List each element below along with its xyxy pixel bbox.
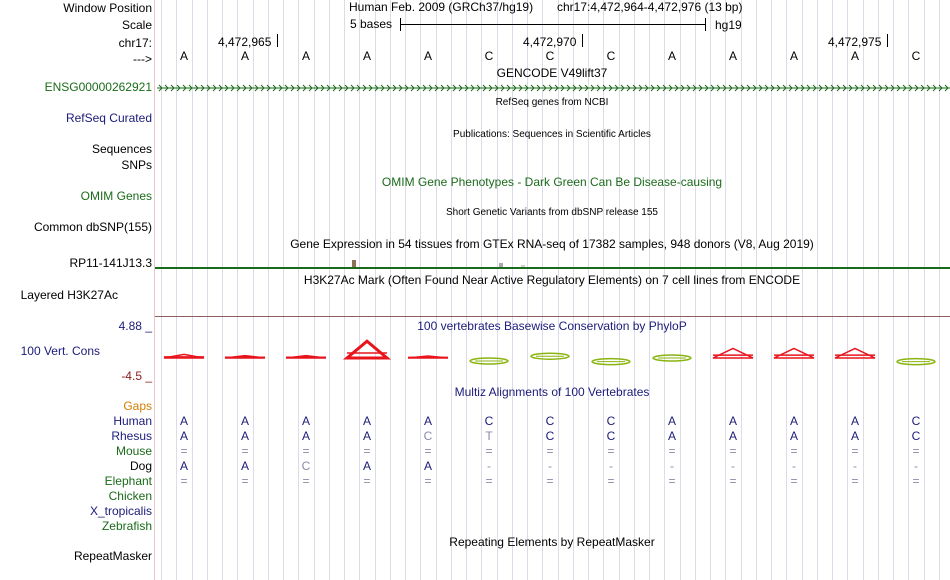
omim-track-title: OMIM Gene Phenotypes - Dark Green Can Be Disease-causing	[381, 175, 723, 189]
gtex-bar[interactable]	[352, 260, 356, 267]
alignment-base: A	[240, 459, 250, 473]
base-letter: A	[667, 49, 677, 63]
alignment-base: =	[424, 474, 432, 488]
multiz-track-title: Multiz Alignments of 100 Vertebrates	[454, 385, 650, 399]
alignment-base: =	[912, 474, 920, 488]
base-letter: A	[362, 49, 372, 63]
alignment-base: A	[667, 429, 677, 443]
gaps-label: Gaps	[123, 399, 152, 413]
coord-label: 4,472,975	[828, 35, 882, 49]
refseq-track-title: RefSeq genes from NCBI	[495, 97, 609, 108]
snps-track-label[interactable]: SNPs	[121, 158, 152, 172]
alignment-base: =	[790, 444, 798, 458]
coord-tick	[887, 34, 888, 47]
alignment-base: -	[487, 459, 491, 473]
alignment-base: A	[179, 414, 189, 428]
alignment-base: A	[362, 429, 372, 443]
phylop-track-title: 100 vertebrates Basewise Conservation by PhyloP	[417, 319, 687, 333]
alignment-base: =	[607, 444, 615, 458]
alignment-base: C	[545, 429, 555, 443]
track-image[interactable]	[155, 0, 950, 580]
alignment-base: A	[667, 414, 677, 428]
alignment-base: =	[851, 474, 859, 488]
refseq-track-label[interactable]: RefSeq Curated	[65, 111, 152, 125]
conservation-plot[interactable]	[155, 330, 950, 380]
alignment-base: -	[853, 459, 857, 473]
alignment-base: -	[609, 459, 613, 473]
scale-bar-left-tick	[400, 18, 401, 31]
alignment-base: =	[302, 474, 310, 488]
alignment-base: A	[728, 414, 738, 428]
position-readout: chr17:4,472,964-4,472,976 (13 bp)	[557, 0, 743, 14]
alignment-base: =	[302, 444, 310, 458]
alignment-base: -	[548, 459, 552, 473]
gene-model[interactable]	[155, 80, 950, 96]
alignment-base: =	[363, 474, 371, 488]
scale-label: Scale	[121, 18, 152, 32]
rp11-track-line[interactable]	[155, 267, 950, 269]
scale-bar-label: 5 bases	[350, 17, 393, 31]
alignment-base: =	[729, 444, 737, 458]
alignment-base: =	[241, 444, 249, 458]
alignment-base: A	[301, 414, 311, 428]
alignment-base: C	[911, 429, 921, 443]
base-letter: C	[545, 49, 555, 63]
conservation-glyph[interactable]	[531, 353, 569, 359]
alignment-base: -	[670, 459, 674, 473]
base-letter: A	[240, 49, 250, 63]
alignment-base: A	[423, 414, 433, 428]
alignment-base: C	[301, 459, 311, 473]
alignment-base: =	[790, 474, 798, 488]
rp11-track-label[interactable]: RP11-141J13.3	[69, 256, 152, 270]
species-label[interactable]: Human	[113, 414, 152, 428]
repeatmasker-track-label[interactable]: RepeatMasker	[73, 549, 152, 563]
omim-track-label[interactable]: OMIM Genes	[80, 189, 152, 203]
conservation-glyph[interactable]	[713, 348, 753, 358]
base-letter: A	[423, 49, 433, 63]
coord-tick	[582, 34, 583, 47]
h3k27ac-track-label[interactable]: Layered H3K27Ac	[20, 288, 118, 302]
conservation-glyph[interactable]	[653, 355, 691, 361]
base-letter: C	[484, 49, 494, 63]
window-position-label: Window Position	[63, 1, 152, 15]
alignment-base: A	[850, 414, 860, 428]
species-label[interactable]: Dog	[129, 459, 152, 473]
alignment-base: A	[423, 459, 433, 473]
conservation-glyph[interactable]	[286, 356, 326, 358]
coord-label: 4,472,970	[523, 35, 577, 49]
conservation-glyph[interactable]	[774, 348, 814, 358]
gtex-track-title: Gene Expression in 54 tissues from GTEx RNA-seq of 17382 samples, 948 donors (V8, Aug 2019)	[290, 237, 814, 251]
base-letter: A	[789, 49, 799, 63]
gencode-track-title: GENCODE V49lift37	[496, 66, 608, 80]
h3k27ac-baseline	[155, 316, 950, 317]
alignment-base: =	[546, 474, 554, 488]
assembly-title: Human Feb. 2009 (GRCh37/hg19)	[349, 0, 534, 14]
conservation-glyph[interactable]	[225, 356, 265, 358]
alignment-base: A	[301, 429, 311, 443]
coord-tick	[277, 34, 278, 47]
alignment-base: =	[180, 444, 188, 458]
alignment-base: A	[240, 414, 250, 428]
alignment-base: -	[914, 459, 918, 473]
alignment-base: =	[241, 474, 249, 488]
alignment-base: A	[789, 414, 799, 428]
alignment-base: =	[424, 444, 432, 458]
track-label-panel	[0, 0, 154, 580]
cons-min-label: -4.5 _	[121, 369, 152, 383]
coord-label: 4,472,965	[218, 35, 272, 49]
alignment-base: =	[851, 444, 859, 458]
alignment-base: A	[850, 429, 860, 443]
alignment-base: =	[668, 444, 676, 458]
conservation-glyph[interactable]	[347, 341, 387, 358]
conservation-glyph[interactable]	[470, 358, 508, 364]
alignment-base: =	[180, 474, 188, 488]
alignment-base: A	[240, 429, 250, 443]
alignment-base: =	[485, 474, 493, 488]
species-label[interactable]: Zebrafish	[101, 519, 152, 533]
alignment-base: C	[606, 414, 616, 428]
alignment-base: C	[911, 414, 921, 428]
repeatmasker-track-title: Repeating Elements by RepeatMasker	[449, 535, 655, 549]
species-label[interactable]: Mouse	[115, 444, 152, 458]
alignment-base: A	[789, 429, 799, 443]
strand-arrow-label: --->	[133, 52, 152, 66]
alignment-base: =	[607, 474, 615, 488]
species-label[interactable]: Rhesus	[111, 429, 152, 443]
alignment-base: =	[668, 474, 676, 488]
alignment-base: A	[179, 429, 189, 443]
dbsnp-track-title: Short Genetic Variants from dbSNP release 155	[446, 207, 658, 218]
alignment-base: =	[485, 444, 493, 458]
gene-id-label[interactable]: ENSG00000262921	[44, 80, 152, 94]
scale-db-label: hg19	[715, 18, 742, 32]
chrom-label: chr17:	[118, 36, 152, 50]
conservation-glyph[interactable]	[164, 354, 204, 358]
alignment-base: =	[546, 444, 554, 458]
species-label[interactable]: Chicken	[108, 489, 152, 503]
species-label[interactable]: X_tropicalis	[89, 504, 152, 518]
base-letter: C	[606, 49, 616, 63]
alignment-base: -	[731, 459, 735, 473]
base-letter: A	[179, 49, 189, 63]
alignment-base: C	[606, 429, 616, 443]
alignment-base: A	[179, 459, 189, 473]
dbsnp-track-label[interactable]: Common dbSNP(155)	[33, 220, 152, 234]
alignment-base: A	[362, 414, 372, 428]
h3k27ac-track-title: H3K27Ac Mark (Often Found Near Active Regulatory Elements) on 7 cell lines from ENCODE	[303, 273, 801, 287]
conservation-glyph[interactable]	[408, 356, 448, 358]
alignment-base: =	[363, 444, 371, 458]
alignment-base: -	[792, 459, 796, 473]
alignment-base: C	[545, 414, 555, 428]
alignment-base: T	[485, 429, 493, 443]
alignment-base: A	[728, 429, 738, 443]
base-letter: A	[728, 49, 738, 63]
alignment-base: C	[423, 429, 433, 443]
base-letter: C	[911, 49, 921, 63]
base-letter: A	[301, 49, 311, 63]
alignment-base: =	[912, 444, 920, 458]
scale-bar-right-tick	[705, 18, 706, 31]
cons-track-label[interactable]: 100 Vert. Cons	[20, 344, 100, 358]
alignment-base: C	[484, 414, 494, 428]
alignment-base: =	[729, 474, 737, 488]
alignment-base: A	[362, 459, 372, 473]
publications-track-title: Publications: Sequences in Scientific Articles	[453, 129, 651, 140]
conservation-glyph[interactable]	[835, 348, 875, 358]
sequences-track-label[interactable]: Sequences	[91, 142, 152, 156]
conservation-glyph[interactable]	[897, 359, 935, 365]
base-letter: A	[850, 49, 860, 63]
scale-bar	[400, 24, 706, 25]
species-label[interactable]: Elephant	[104, 474, 152, 488]
cons-max-label: 4.88 _	[118, 319, 152, 333]
conservation-glyph[interactable]	[592, 359, 630, 365]
